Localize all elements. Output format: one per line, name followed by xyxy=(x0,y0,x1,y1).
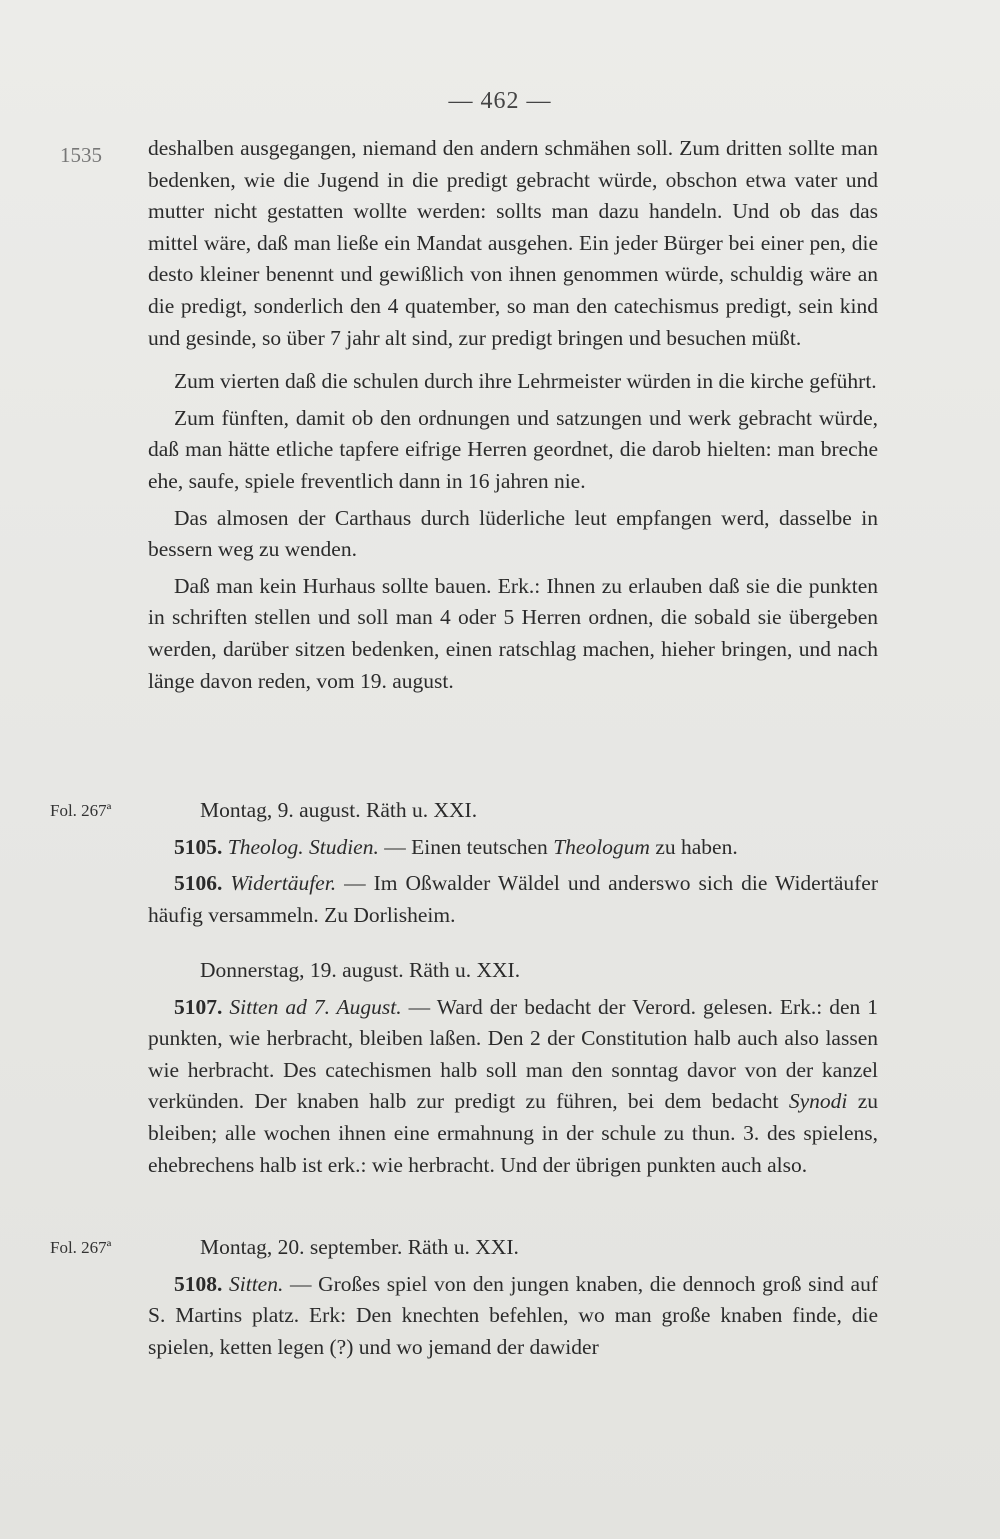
session-heading: Montag, 20. september. Räth u. XXI. xyxy=(200,1235,519,1259)
entry-5107 xyxy=(148,992,878,1182)
paragraph: Daß man kein Hurhaus sollte bauen. Erk.: Ihnen zu erlauben daß sie die punkten in schriften stellen und soll man 4 oder 5 Herren ordnen, die sobald sie übergeben werden, darüber sitzen bedenken, einen ratschlag machen, hieher bringen, und nach länge davon reden, vom 19. august. xyxy=(148,573,878,693)
entry-text: — Großes spiel von den jungen knaben, die dennoch groß sind auf S. Martins platz. Erk: Den knechten befehlen, wo man große knaben finde, die spielen, ketten legen (?) und wo jemand der dawider xyxy=(148,1271,879,1359)
entry-5106 xyxy=(148,868,878,931)
paragraph: Das almosen der Carthaus durch lüderliche leut empfangen werd, dasselbe in bessern weg zu wenden. xyxy=(148,505,878,562)
page-number: — 462 — xyxy=(448,88,552,114)
entry-number: 5105. xyxy=(174,834,223,859)
session-heading: Montag, 9. august. Räth u. XXI. xyxy=(200,798,478,822)
paragraph: Zum vierten daß die schulen durch ihre Lehrmeister würden in die kirche geführt. xyxy=(174,369,877,394)
text-block-bottom xyxy=(148,1232,878,1363)
entry-text: — Ward der bedacht der Verord. gelesen. Erk.: den 1 punkten, wie herbracht, bleiben laßen. Den 2 der Constitution halb auch also lassen wie herbracht. Des catechismen halb soll man den sonntag davor von der kanzel verkünden. Der knaben halb zur predigt zu führen, bei dem bedacht xyxy=(148,994,878,1114)
entry-text: — Einen teutschen xyxy=(378,834,554,859)
entry-5105 xyxy=(148,832,878,864)
text-block-lower xyxy=(148,955,878,1181)
entry-number: 5107. xyxy=(174,994,223,1019)
folio-note: Fol. 267ª xyxy=(50,1238,112,1257)
entry-term: Theologum xyxy=(553,834,650,859)
text-block-upper xyxy=(148,133,878,697)
year-marker: 1535 xyxy=(60,143,102,167)
entry-text: — Im Oßwalder Wäldel und anderswo sich die Widertäufer häufig versammeln. Zu Dorlisheim. xyxy=(148,871,878,927)
paragraph: Zum fünften, damit ob den ordnungen und satzungen und werk gebracht würde, daß man hätte etliche tapfere eifrige Herren geordnet, die darob hielten: man breche ehe, saufe, spiele freventlich dann in 16 jahren nie. xyxy=(148,405,878,493)
entry-term: Synodi xyxy=(788,1089,848,1114)
entry-text: zu haben. xyxy=(649,834,738,859)
entry-topic: Theolog. Studien. xyxy=(227,834,379,859)
entry-topic: Sitten ad 7. August. xyxy=(229,994,402,1019)
session-heading: Donnerstag, 19. august. Räth u. XXI. xyxy=(200,958,521,982)
entry-5108 xyxy=(148,1269,878,1364)
entry-topic: Widertäufer. xyxy=(230,871,337,896)
entry-text: zu bleiben; alle wochen ihnen eine ermahnung in der schule zu thun. 3. des spielens, ehebrechens halb ist erk.: wie herbracht. Und der übrigen punkten auch also. xyxy=(148,1089,879,1177)
entry-number: 5106. xyxy=(174,871,223,896)
entry-number: 5108. xyxy=(174,1271,223,1296)
entry-topic: Sitten. xyxy=(229,1271,284,1296)
folio-note: Fol. 267ª xyxy=(50,801,112,820)
paragraph: deshalben ausgegangen, niemand den andern schmähen soll. Zum dritten sollte man bedenken, wie die Jugend in die predigt gebracht würde, obschon etwa vater und mutter nicht gestatten wollte werden: sollts man dazu handeln. Und ob das das mittel wäre, daß man ließe ein Mandat ausgehen. Ein jeder Bürger bei einer pen, die desto kleiner benennt und gewißlich von ihnen genommen würde, schuldig wäre an die predigt, sonderlich den 4 quatember, so man den catechismus predigt, sein kind und gesinde, so über 7 jahr alt sind, zur predigt bringen und besuchen müßt. xyxy=(148,136,878,350)
text-block-middle xyxy=(148,795,878,931)
